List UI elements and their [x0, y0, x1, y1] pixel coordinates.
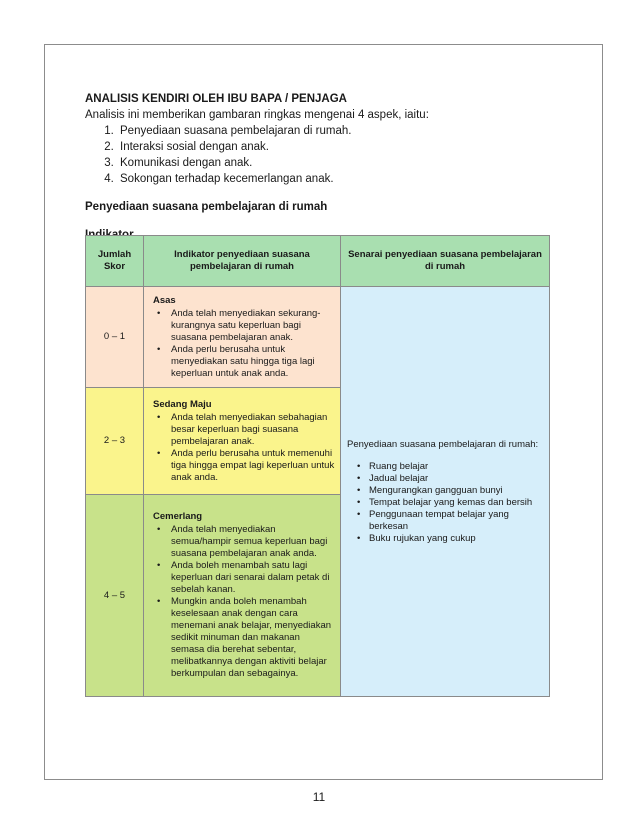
aspect-list [85, 123, 555, 187]
aspect-item: 2. Interaksi sosial dengan anak. [117, 139, 555, 155]
level-label: Cemerlang [153, 511, 203, 522]
indicator-point: • Anda boleh menambah satu lagi keperluan dari senarai dalam petak di sebelah kanan. [171, 560, 339, 596]
indicator-table [85, 235, 550, 697]
indicator-cell [144, 495, 341, 697]
level-label: Sedang Maju [153, 398, 212, 410]
indicator-point: • Mungkin anda boleh menambah keselesaan anak dengan cara menemani anak belajar, menyediakan sedikit minuman dan makanan semasa dia berehat sebentar, melibatkannya dengan aktiviti belajar berkumpulan dan sebagainya. [171, 596, 339, 680]
header-list: Senarai penyediaan suasana pembelajaran di rumah [341, 236, 550, 287]
aspect-item: 3. Komunikasi dengan anak. [117, 155, 555, 171]
intro-text: Analisis ini memberikan gambaran ringkas mengenai 4 aspek, iaitu: [85, 109, 429, 121]
indicator-point: • Anda telah menyediakan sebahagian besar keperluan bagi suasana pembelajaran anak. [171, 412, 339, 448]
indicator-point: • Anda telah menyediakan semua/hampir semua keperluan bagi suasana pembelajaran anak anda. [171, 524, 339, 560]
score-cell: 2 – 3 [86, 388, 144, 495]
header-indicator: Indikator penyediaan suasana pembelajaran di rumah [144, 236, 341, 287]
indicator-cell [144, 388, 341, 495]
indicator-point: • Anda perlu berusaha untuk menyediakan satu hingga tiga lagi keperluan untuk anak anda. [171, 344, 339, 380]
indicator-points [145, 308, 339, 380]
indicator-cell [144, 287, 341, 388]
main-content [85, 91, 555, 243]
aspect-item: 4. Sokongan terhadap kecemerlangan anak. [117, 171, 555, 187]
indicator-point: • Anda perlu berusaha untuk memenuhi tiga hingga empat lagi keperluan untuk anak anda. [171, 448, 339, 484]
list-item: • Ruang belajar [369, 461, 543, 473]
list-items [347, 461, 543, 545]
indicator-points [145, 524, 339, 680]
list-cell [341, 287, 550, 697]
score-cell: 0 – 1 [86, 287, 144, 388]
header-score: Jumlah Skor [86, 236, 144, 287]
indicator-point: • Anda telah menyediakan sekurang-kurangnya satu keperluan bagi suasana pembelajaran anak. [171, 308, 339, 344]
list-item: • Buku rujukan yang cukup [369, 533, 543, 545]
page-number: 11 [312, 790, 326, 804]
list-item: • Penggunaan tempat belajar yang berkesan [369, 509, 543, 533]
list-intro: Penyediaan suasana pembelajaran di rumah: [347, 438, 539, 450]
list-item: • Mengurangkan gangguan bunyi [369, 485, 543, 497]
score-cell: 4 – 5 [86, 495, 144, 697]
table-header-row [86, 236, 550, 287]
level-label: Asas [153, 294, 176, 306]
aspect-item: 1. Penyediaan suasana pembelajaran di rumah. [117, 123, 555, 139]
table-row [86, 287, 550, 388]
section-title: Penyediaan suasana pembelajaran di rumah [85, 201, 328, 213]
list-item: • Tempat belajar yang kemas dan bersih [369, 497, 543, 509]
list-item: • Jadual belajar [369, 473, 543, 485]
indicator-points [145, 412, 339, 484]
document-heading: ANALISIS KENDIRI OLEH IBU BAPA / PENJAGA [85, 93, 347, 105]
